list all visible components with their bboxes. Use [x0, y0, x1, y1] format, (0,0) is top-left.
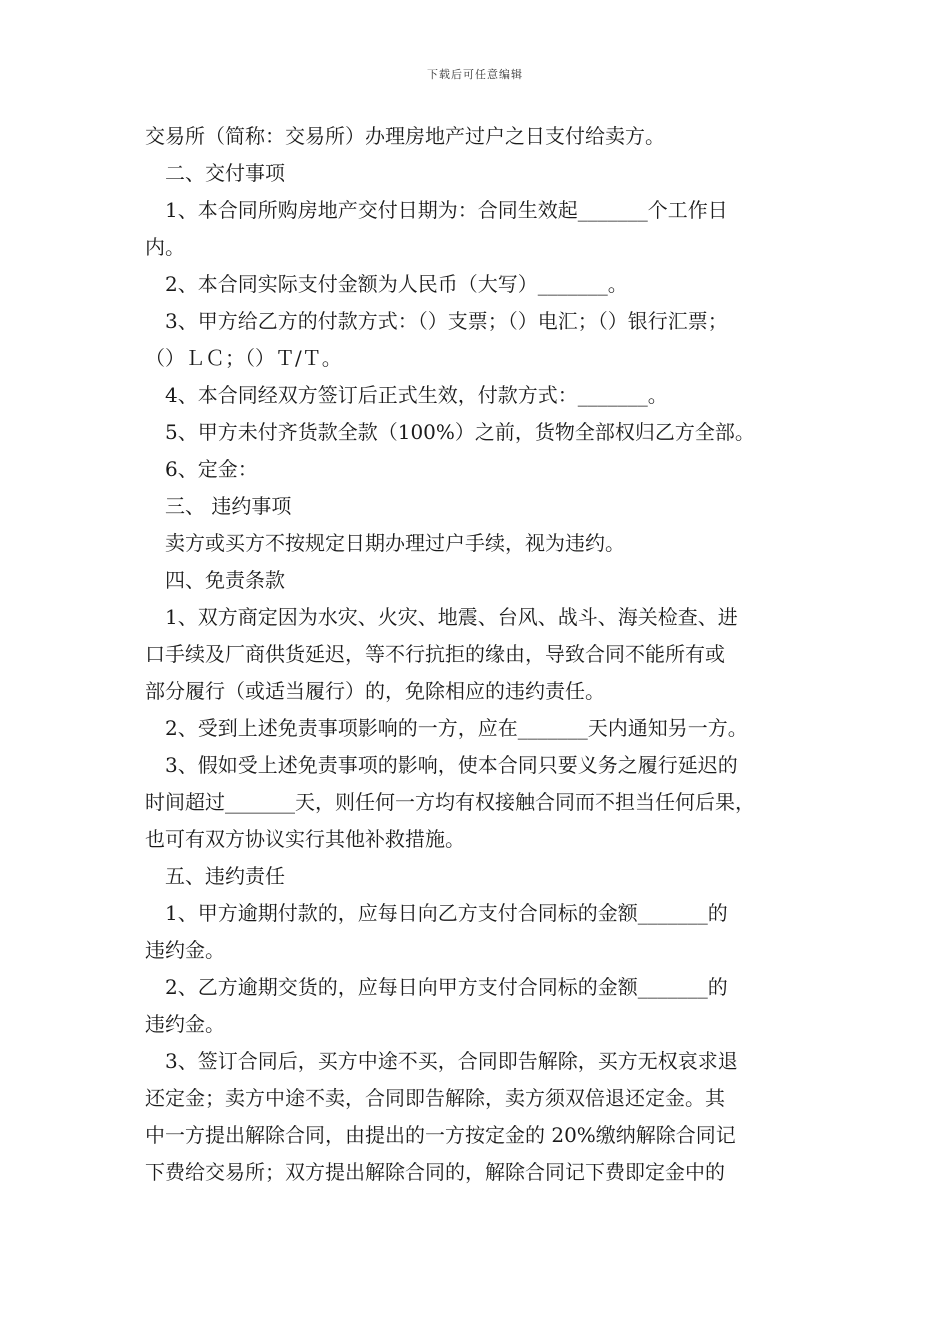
paragraph-line: 口手续及厂商供货延迟，等不行抗拒的缘由，导致合同不能所有或: [145, 642, 725, 666]
paragraph-line: 4、本合同经双方签订后正式生效，付款方式：_______。: [165, 383, 668, 407]
paragraph-line: 时间超过_______天，则任何一方均有权接触合同而不担当任何后果，: [145, 790, 755, 814]
paragraph-line: 6、定金：: [165, 457, 258, 481]
paragraph-line: 也可有双方协议实行其他补救措施。: [145, 827, 465, 851]
section-heading: 五、违约责任: [165, 864, 285, 888]
paragraph-line: 2、乙方逾期交货的，应每日向甲方支付合同标的金额_______的: [165, 975, 728, 999]
paragraph-line: 2、本合同实际支付金额为人民币（大写）_______。: [165, 272, 628, 296]
paragraph-line: 还定金；卖方中途不卖，合同即告解除，卖方须双倍退还定金。其: [145, 1086, 725, 1110]
paragraph-line: 违约金。: [145, 938, 225, 962]
section-heading: 三、 违约事项: [165, 494, 292, 518]
paragraph-line: 3、签订合同后，买方中途不买，合同即告解除，买方无权哀求退: [165, 1049, 738, 1073]
page-header-note: 下载后可任意编辑: [427, 68, 523, 81]
paragraph-line: 3、假如受上述免责事项的影响，使本合同只要义务之履行延迟的: [165, 753, 738, 777]
paragraph-line: 卖方或买方不按规定日期办理过户手续，视为违约。: [165, 531, 625, 555]
paragraph-line: 违约金。: [145, 1012, 225, 1036]
paragraph-line: 下费给交易所；双方提出解除合同的，解除合同记下费即定金中的: [145, 1160, 725, 1184]
paragraph-line: 1、双方商定因为水灾、火灾、地震、台风、战斗、海关检查、进: [165, 605, 738, 629]
paragraph-line: 中一方提出解除合同，由提出的一方按定金的 20%缴纳解除合同记: [145, 1123, 736, 1147]
paragraph-line: （）ＬＣ；（）Ｔ/Ｔ。: [145, 346, 342, 370]
paragraph-line: 部分履行（或适当履行）的，免除相应的违约责任。: [145, 679, 605, 703]
paragraph-line: 3、甲方给乙方的付款方式：（）支票；（）电汇；（）银行汇票；: [165, 309, 728, 333]
document-body: [145, 118, 810, 1191]
section-heading: 二、交付事项: [165, 161, 285, 185]
paragraph-line: 内。: [145, 235, 185, 259]
section-heading: 四、免责条款: [165, 568, 285, 592]
paragraph-line: 1、甲方逾期付款的，应每日向乙方支付合同标的金额_______的: [165, 901, 728, 925]
paragraph-line: 2、受到上述免责事项影响的一方，应在_______天内通知另一方。: [165, 716, 748, 740]
paragraph-line: 1、本合同所购房地产交付日期为：合同生效起_______个工作日: [165, 198, 728, 222]
paragraph-line: 5、甲方未付齐货款全款（100%）之前，货物全部权归乙方全部。: [165, 420, 755, 444]
paragraph-line: 交易所（简称：交易所）办理房地产过户之日支付给卖方。: [145, 124, 665, 148]
